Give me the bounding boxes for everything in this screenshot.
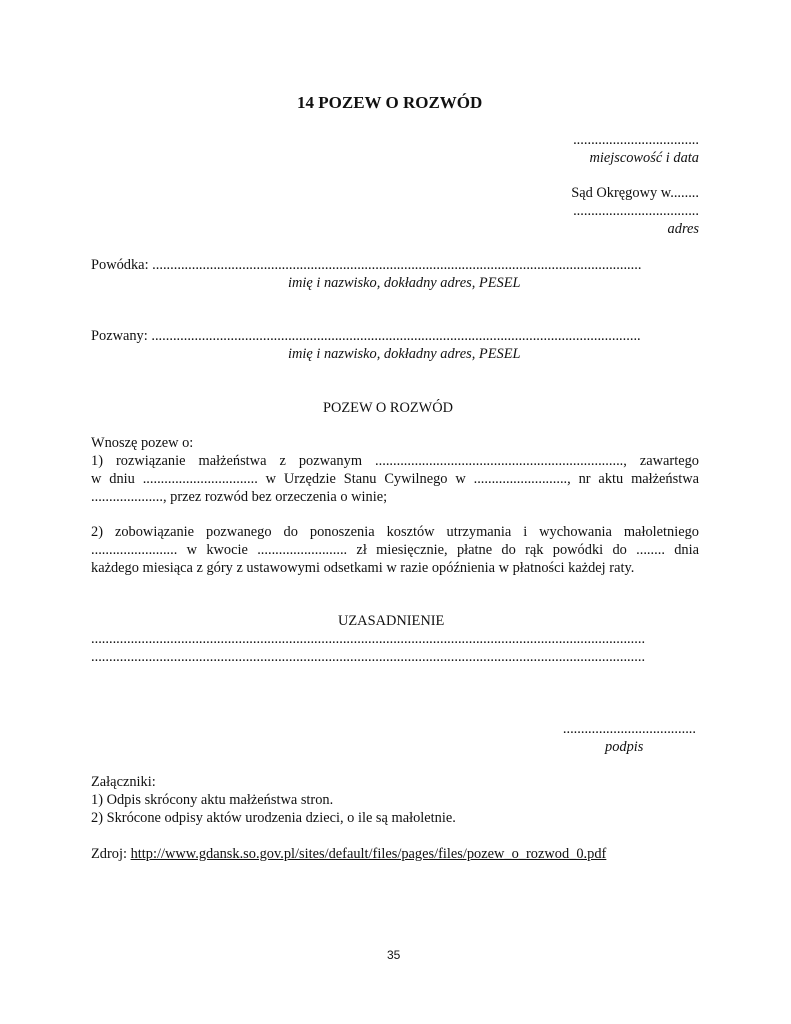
request-item1-line2: w dniu ................................ w Urzędzie Stanu Cywilnego w .........................., nr aktu małżeństwa xyxy=(91,471,699,487)
document-title: 14 POZEW O ROZWÓD xyxy=(297,93,483,112)
plaintiff-caption: imię i nazwisko, dokładny adres, PESEL xyxy=(288,275,521,291)
request-item2-line3: każdego miesiąca z góry z ustawowymi odsetkami w razie opóźnienia w płatności każdej raty. xyxy=(91,560,635,576)
court-name: Sąd Okręgowy w........ xyxy=(571,185,699,201)
request-item2-line1: 2) zobowiązanie pozwanego do ponoszenia kosztów utrzymania i wychowania małoletniego xyxy=(91,524,699,540)
signature-label: podpis xyxy=(605,739,644,755)
page-number: 35 xyxy=(387,948,401,962)
defendant-line: Pozwany: ........................................................................................................................................ xyxy=(91,328,641,344)
source-link[interactable]: http://www.gdansk.so.gov.pl/sites/default/files/pages/files/pozew_o_rozwod_0.pdf xyxy=(130,846,607,862)
place-date-dots: ................................... xyxy=(573,132,699,148)
attachments-heading: Załączniki: xyxy=(91,774,156,790)
request-item2-line2: ........................ w kwocie ......................... zł miesięcznie, płatne do rąk powódki do ........ dnia xyxy=(91,542,699,558)
address-label: adres xyxy=(667,221,699,237)
source-label: Zdroj: xyxy=(91,846,127,862)
source-line xyxy=(91,845,606,863)
signature-dots: ..................................... xyxy=(562,721,696,737)
request-item1-line3: ...................., przez rozwód bez orzeczenia o winie; xyxy=(91,489,388,505)
attachment-item: 2) Skrócone odpisy aktów urodzenia dzieci, o ile są małoletnie. xyxy=(91,810,456,826)
defendant-caption: imię i nazwisko, dokładny adres, PESEL xyxy=(288,346,521,362)
justification-line: .......................................................................................................................................................... xyxy=(91,649,646,665)
request-intro: Wnoszę pozew o: xyxy=(91,435,194,451)
justification-heading: UZASADNIENIE xyxy=(338,613,445,629)
plaintiff-line: Powódka: ........................................................................................................................................ xyxy=(91,257,642,273)
section-subtitle: POZEW O ROZWÓD xyxy=(323,400,454,416)
place-date-label: miejscowość i data xyxy=(589,150,699,166)
request-item1-line1: 1) rozwiązanie małżeństwa z pozwanym ....................................................................., zawartego xyxy=(91,453,699,469)
address-dots: ................................... xyxy=(573,203,699,219)
justification-line: .......................................................................................................................................................... xyxy=(91,631,646,647)
attachment-item: 1) Odpis skrócony aktu małżeństwa stron. xyxy=(91,792,334,808)
